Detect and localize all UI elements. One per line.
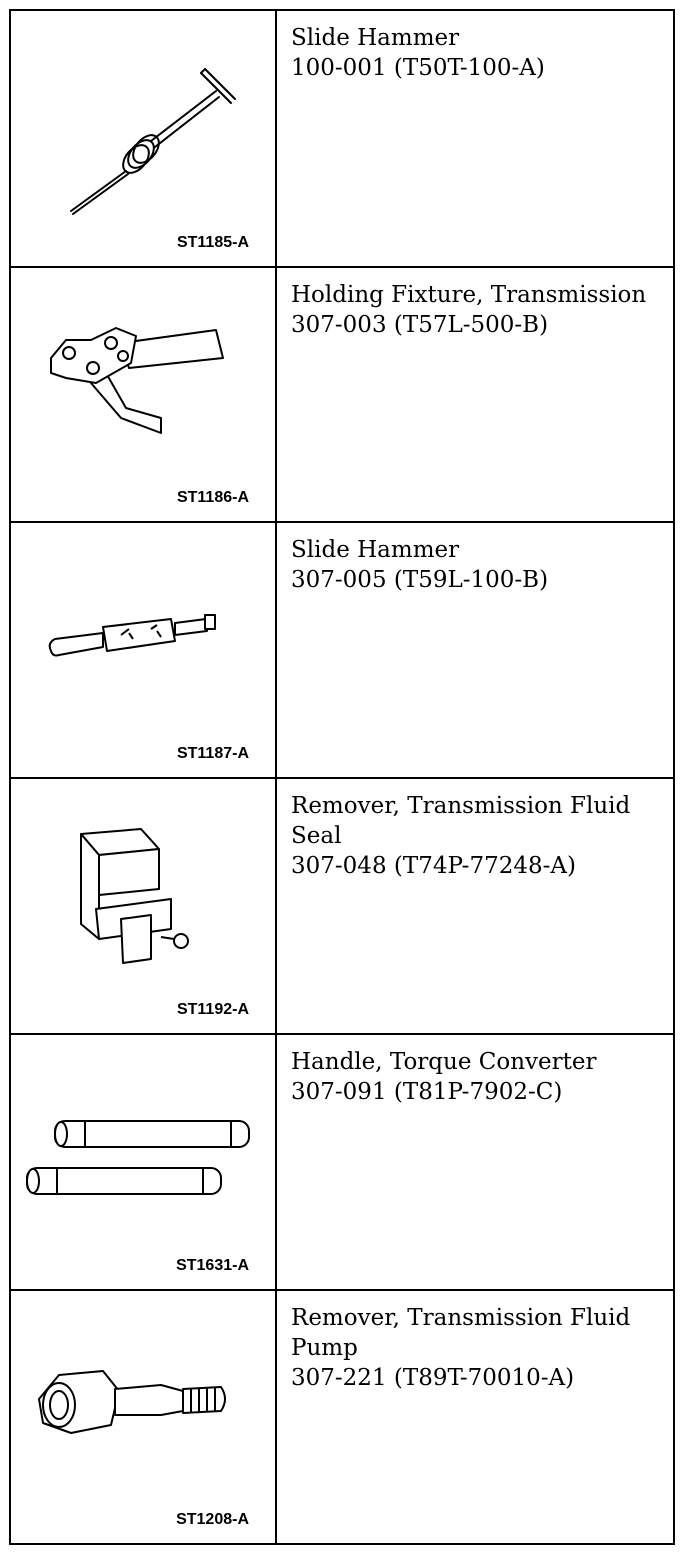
holding-fixture-icon — [11, 268, 275, 521]
tool-name: Remover, Transmission Fluid Seal — [291, 793, 631, 849]
tool-description-cell — [279, 11, 673, 266]
tool-number: 307-005 (T59L-100-B) — [291, 567, 549, 593]
table-row — [11, 268, 673, 523]
tool-illustration-cell — [11, 1035, 277, 1289]
tool-illustration-cell — [11, 779, 277, 1033]
tool-description-cell — [279, 1291, 673, 1543]
special-tools-table — [9, 9, 675, 1545]
seal-remover-icon — [11, 779, 275, 1033]
figure-code: ST1186-A — [176, 489, 249, 506]
tool-number: 307-221 (T89T-70010-A) — [291, 1365, 575, 1391]
tool-description-cell — [279, 523, 673, 777]
table-row — [11, 1291, 673, 1543]
tool-number: 307-003 (T57L-500-B) — [291, 312, 549, 338]
tool-number: 307-091 (T81P-7902-C) — [291, 1079, 563, 1105]
slide-hammer-icon — [11, 11, 275, 266]
tool-description-cell — [279, 779, 673, 1033]
figure-code: ST1187-A — [176, 745, 249, 762]
tool-name: Remover, Transmission Fluid Pump — [291, 1305, 631, 1361]
figure-code: ST1208-A — [176, 1511, 249, 1528]
tool-name: Slide Hammer — [291, 25, 460, 51]
table-row — [11, 523, 673, 779]
torque-converter-handle-icon — [11, 1035, 275, 1289]
tool-illustration-cell — [11, 11, 277, 266]
figure-code: ST1185-A — [176, 234, 249, 251]
table-row — [11, 1035, 673, 1291]
tool-illustration-cell — [11, 268, 277, 521]
tool-name: Handle, Torque Converter — [291, 1049, 597, 1075]
tool-illustration-cell — [11, 523, 277, 777]
tool-name: Slide Hammer — [291, 537, 460, 563]
tool-description-cell — [279, 1035, 673, 1289]
tool-description-cell — [279, 268, 673, 521]
pump-remover-icon — [11, 1291, 275, 1541]
slide-hammer-icon — [11, 523, 275, 777]
table-row — [11, 11, 673, 268]
tool-number: 307-048 (T74P-77248-A) — [291, 853, 576, 879]
tool-number: 100-001 (T50T-100-A) — [291, 55, 545, 81]
tool-name: Holding Fixture, Transmission — [291, 282, 647, 308]
figure-code: ST1192-A — [176, 1001, 249, 1018]
tool-illustration-cell — [11, 1291, 277, 1543]
figure-code: ST1631-A — [176, 1257, 249, 1274]
table-row — [11, 779, 673, 1035]
